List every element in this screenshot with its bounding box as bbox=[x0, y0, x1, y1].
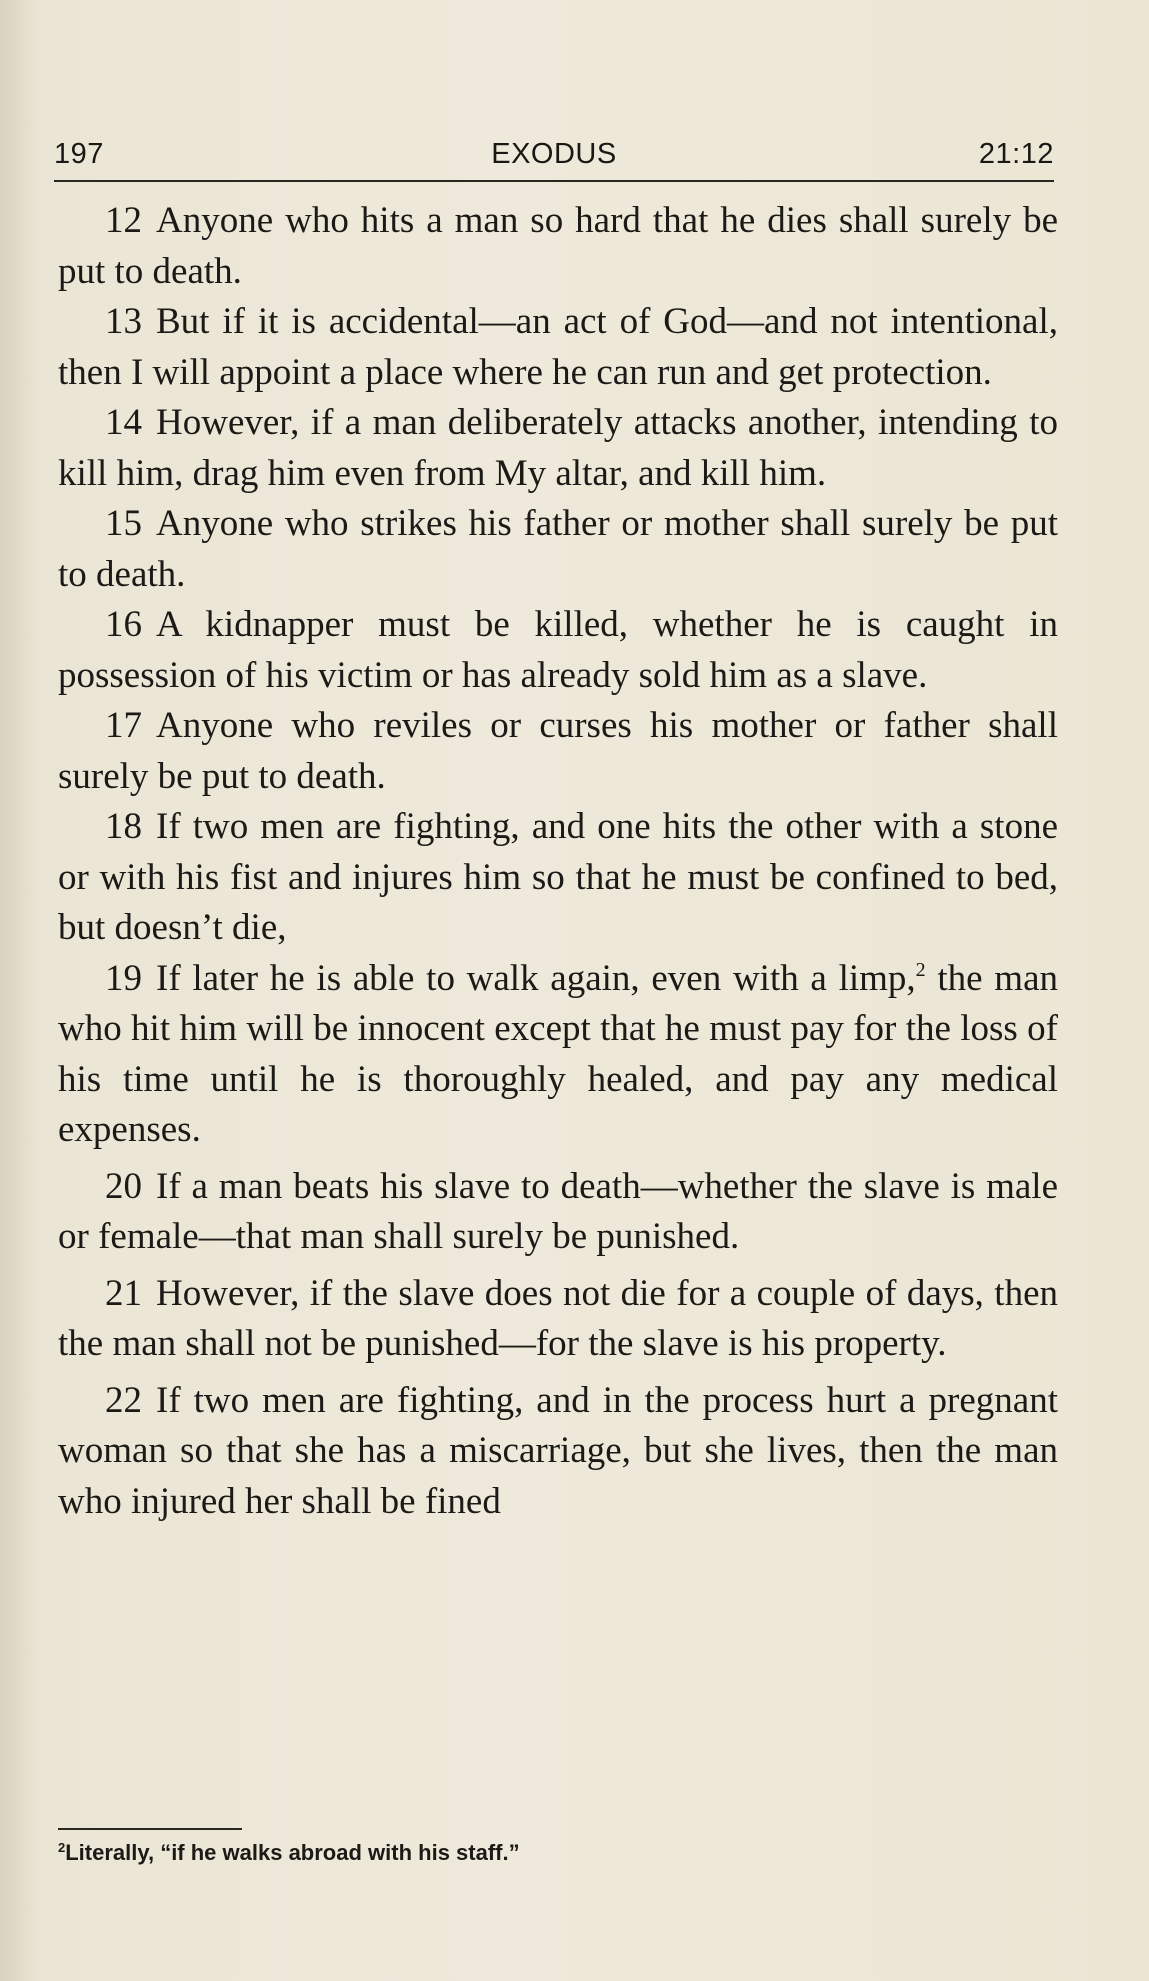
header-rule bbox=[54, 180, 1054, 182]
verse-number: 22 bbox=[105, 1379, 142, 1421]
verse-text: If a man beats his slave to death—whether the slave is male or female—that man shall surely be punished. bbox=[58, 1165, 1058, 1257]
verse-16 bbox=[58, 600, 1058, 701]
verse-17 bbox=[58, 701, 1058, 802]
verse-text: Anyone who strikes his father or mother shall surely be put to death. bbox=[58, 503, 1058, 595]
verse-text: However, if a man deliberately attacks another, intending to kill him, drag him even from My altar, and kill him. bbox=[58, 402, 1058, 494]
verse-text: But if it is accidental—an act of God—and not intentional, then I will appoint a place where he can run and get protection. bbox=[58, 301, 1058, 393]
verse-text: If later he is able to walk again, even with a limp, bbox=[156, 957, 916, 999]
running-header bbox=[54, 138, 1054, 180]
verse-18 bbox=[58, 802, 1058, 954]
book-title: EXODUS bbox=[491, 138, 617, 170]
verse-text: However, if the slave does not die for a couple of days, then the man shall not be punished—for the slave is his property. bbox=[58, 1272, 1058, 1364]
verse-text: If two men are fighting, and in the process hurt a pregnant woman so that she has a miscarriage, but she lives, then the man who injured her shall be fined bbox=[58, 1379, 1058, 1522]
footnote-rule bbox=[58, 1828, 242, 1830]
footnote bbox=[58, 1840, 520, 1866]
verse-19 bbox=[58, 954, 1058, 1156]
verse-text: A kidnapper must be killed, whether he is caught in possession of his victim or has already sold him as a slave. bbox=[58, 604, 1058, 696]
verse-number: 16 bbox=[105, 604, 142, 645]
footnote-text: Literally, “if he walks abroad with his staff.” bbox=[65, 1840, 520, 1865]
verse-number: 18 bbox=[105, 806, 142, 847]
footnote-number: 2 bbox=[58, 1840, 66, 1855]
verse-number: 17 bbox=[105, 705, 142, 746]
verse-text: the man who hit him will be innocent except that he must pay for the loss of his time until he is thoroughly healed, and pay any medical expenses. bbox=[58, 957, 1059, 1150]
verse-text: Anyone who hits a man so hard that he dies shall surely be put to death. bbox=[58, 200, 1058, 292]
verse-number: 15 bbox=[105, 503, 142, 544]
verse-number: 12 bbox=[105, 200, 142, 241]
verse-13 bbox=[58, 297, 1058, 398]
verse-text: If two men are fighting, and one hits the other with a stone or with his fist and injures him so that he must be confined to bed, but doesn’t die, bbox=[58, 806, 1058, 948]
verse-number: 19 bbox=[105, 957, 142, 999]
verse-14 bbox=[58, 398, 1058, 499]
verse-number: 13 bbox=[105, 301, 142, 342]
verse-number: 14 bbox=[105, 402, 142, 443]
page-number: 197 bbox=[54, 138, 104, 170]
verse-20 bbox=[58, 1162, 1058, 1263]
verse-text: Anyone who reviles or curses his mother or father shall surely be put to death. bbox=[58, 705, 1058, 797]
verse-15 bbox=[58, 499, 1058, 600]
footnote-marker: 2 bbox=[915, 958, 926, 981]
verse-number: 20 bbox=[105, 1165, 142, 1207]
chapter-verse-reference: 21:12 bbox=[978, 138, 1054, 170]
verse-22 bbox=[58, 1376, 1058, 1528]
verse-number: 21 bbox=[105, 1272, 142, 1314]
verse-text-block bbox=[58, 196, 1058, 1527]
verse-21 bbox=[58, 1269, 1058, 1370]
verse-12 bbox=[58, 196, 1058, 297]
